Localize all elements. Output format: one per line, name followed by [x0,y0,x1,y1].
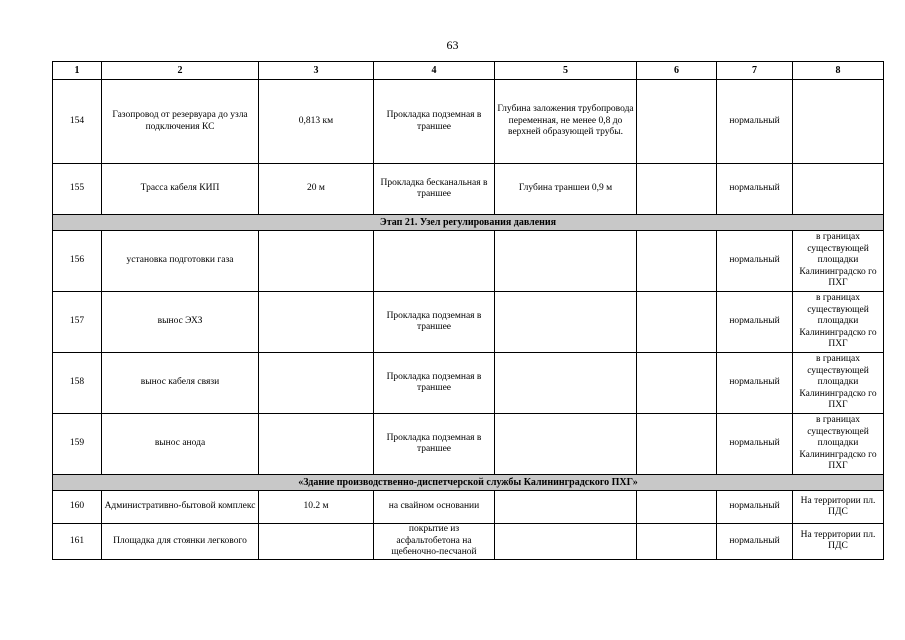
method-cell: Прокладка подземная в траншее [374,414,495,475]
length-cell [259,414,374,475]
table-row [53,231,884,292]
section-title: Этап 21. Узел регулирования давления [53,215,884,231]
table-row [53,353,884,414]
method-cell [374,231,495,292]
row-number: 160 [53,491,102,524]
object-name: вынос ЭХЗ [102,292,259,353]
location-cell: в границах существующей площадки Калининградско го ПХГ [793,353,884,414]
row-number: 155 [53,164,102,215]
table-row [53,292,884,353]
column-header: 1 [53,62,102,80]
depth-cell: Глубина траншеи 0,9 м [495,164,637,215]
object-name: вынос анода [102,414,259,475]
object-name: Площадка для стоянки легкового [102,524,259,560]
table-row [53,491,884,524]
col6-cell [637,524,717,560]
row-number: 157 [53,292,102,353]
col6-cell [637,292,717,353]
col6-cell [637,491,717,524]
row-number: 156 [53,231,102,292]
mode-cell: нормальный [717,80,793,164]
length-cell [259,353,374,414]
col6-cell [637,414,717,475]
depth-cell [495,231,637,292]
depth-cell [495,524,637,560]
col6-cell [637,80,717,164]
location-cell: в границах существующей площадки Калининградско го ПХГ [793,292,884,353]
method-cell: Прокладка подземная в траншее [374,353,495,414]
location-cell [793,164,884,215]
column-header: 6 [637,62,717,80]
column-header: 7 [717,62,793,80]
section-row [53,475,884,491]
column-header: 5 [495,62,637,80]
mode-cell: нормальный [717,414,793,475]
mode-cell: нормальный [717,491,793,524]
column-header: 3 [259,62,374,80]
col6-cell [637,164,717,215]
table-row [53,80,884,164]
mode-cell: нормальный [717,292,793,353]
object-name: вынос кабеля связи [102,353,259,414]
depth-cell [495,353,637,414]
table-row [53,164,884,215]
location-cell: На территории пл. ПДС [793,491,884,524]
column-header: 8 [793,62,884,80]
mode-cell: нормальный [717,353,793,414]
length-cell [259,292,374,353]
header-row [53,62,884,80]
length-cell: 10.2 м [259,491,374,524]
row-number: 158 [53,353,102,414]
page-number: 63 [446,38,459,52]
depth-cell: Глубина заложения трубопровода переменная, не менее 0,8 до верхней образующей трубы. [495,80,637,164]
section-title: «Здание производственно-диспетчерской службы Калининградского ПХГ» [53,475,884,491]
col6-cell [637,231,717,292]
length-cell: 0,813 км [259,80,374,164]
mode-cell: нормальный [717,164,793,215]
length-cell: 20 м [259,164,374,215]
length-cell [259,231,374,292]
depth-cell [495,292,637,353]
row-number: 154 [53,80,102,164]
method-cell: покрытие из асфальтобетона на щебеночно-песчаной [374,524,495,560]
method-cell: на свайном основании [374,491,495,524]
col6-cell [637,353,717,414]
object-name: Административно-бытовой комплекс [102,491,259,524]
location-cell: На территории пл. ПДС [793,524,884,560]
method-cell: Прокладка бесканальная в траншее [374,164,495,215]
depth-cell [495,491,637,524]
row-number: 161 [53,524,102,560]
length-cell [259,524,374,560]
data-table [52,61,884,560]
location-cell [793,80,884,164]
column-header: 4 [374,62,495,80]
section-row [53,215,884,231]
object-name: установка подготовки газа [102,231,259,292]
location-cell: в границах существующей площадки Калининградско го ПХГ [793,231,884,292]
method-cell: Прокладка подземная в траншее [374,292,495,353]
mode-cell: нормальный [717,231,793,292]
location-cell: в границах существующей площадки Калининградско го ПХГ [793,414,884,475]
depth-cell [495,414,637,475]
object-name: Трасса кабеля КИП [102,164,259,215]
table-row [53,524,884,560]
object-name: Газопровод от резервуара до узла подключения КС [102,80,259,164]
table-row [53,414,884,475]
column-header: 2 [102,62,259,80]
mode-cell: нормальный [717,524,793,560]
row-number: 159 [53,414,102,475]
method-cell: Прокладка подземная в траншее [374,80,495,164]
